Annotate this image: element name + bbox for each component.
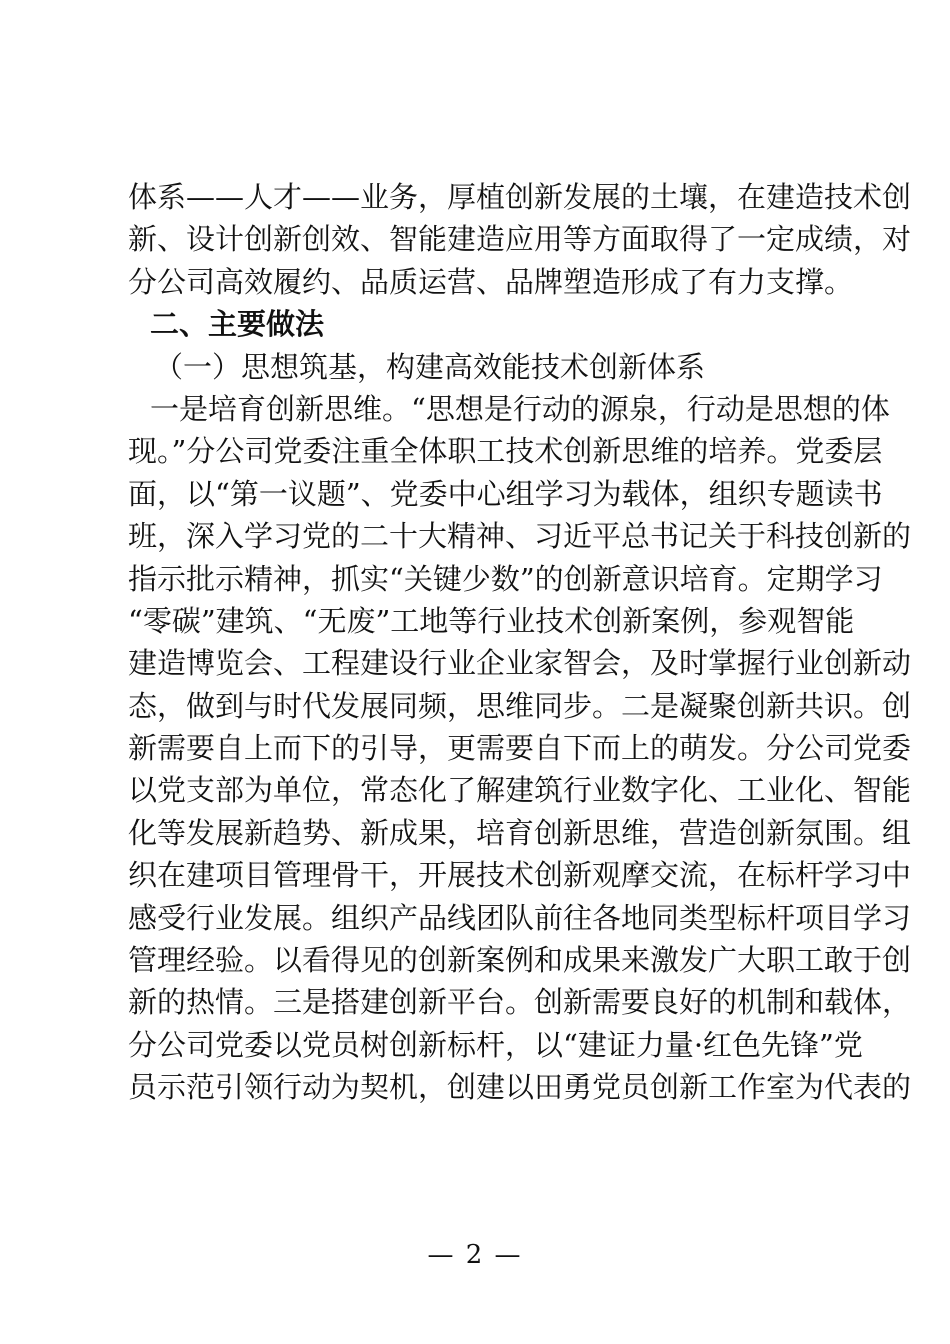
text-line: 员示范引领行动为契机，创建以田勇党员创新工作室为代表的 <box>128 1070 912 1105</box>
text-line: 织在建项目管理骨干，开展技术创新观摩交流，在标杆学习中 <box>128 858 912 893</box>
text-line: 分公司高效履约、品质运营、品牌塑造形成了有力支撑。 <box>128 264 854 299</box>
text-line: 态，做到与时代发展同频，思维同步。二是凝聚创新共识。创 <box>128 688 912 723</box>
text-line: 班，深入学习党的二十大精神、习近平总书记关于科技创新的 <box>128 519 912 554</box>
text-line: 指示批示精神，抓实“关键少数”的创新意识培育。定期学习 <box>128 561 883 596</box>
text-line: 以党支部为单位，常态化了解建筑行业数字化、工业化、智能 <box>128 773 912 808</box>
text-line: 一是培育创新思维。“思想是行动的源泉，行动是思想的体 <box>150 391 890 426</box>
text-line: 化等发展新趋势、新成果，培育创新思维，营造创新氛围。组 <box>128 815 912 850</box>
text-line: 面，以“第一议题”、党委中心组学习为载体，组织专题读书 <box>128 476 883 511</box>
text-line: 管理经验。以看得见的创新案例和成果来激发广大职工敢于创 <box>128 943 912 978</box>
subsection-heading: （一）思想筑基，构建高效能技术创新体系 <box>154 349 706 384</box>
section-heading: 二、主要做法 <box>150 307 325 342</box>
text-line: 建造博览会、工程建设行业企业家智会，及时掌握行业创新动 <box>128 646 912 681</box>
text-line: 新需要自上而下的引导，更需要自下而上的萌发。分公司党委 <box>128 731 912 766</box>
text-line: 现。”分公司党委注重全体职工技术创新思维的培养。党委层 <box>128 434 883 469</box>
page-number: — 2 — <box>427 1240 523 1270</box>
text-line: “零碳”建筑、“无废”工地等行业技术创新案例，参观智能 <box>128 603 855 638</box>
text-line: 感受行业发展。组织产品线团队前往各地同类型标杆项目学习 <box>128 900 912 935</box>
text-line: 分公司党委以党员树创新标杆，以“建证力量·红色先锋”党 <box>128 1027 863 1062</box>
text-line: 体系——人才——业务，厚植创新发展的土壤，在建造技术创 <box>128 180 912 214</box>
text-line: 新、设计创新创效、智能建造应用等方面取得了一定成绩，对 <box>128 222 912 257</box>
text-line: 新的热情。三是搭建创新平台。创新需要良好的机制和载体， <box>128 985 912 1020</box>
body-text <box>128 176 912 1109</box>
